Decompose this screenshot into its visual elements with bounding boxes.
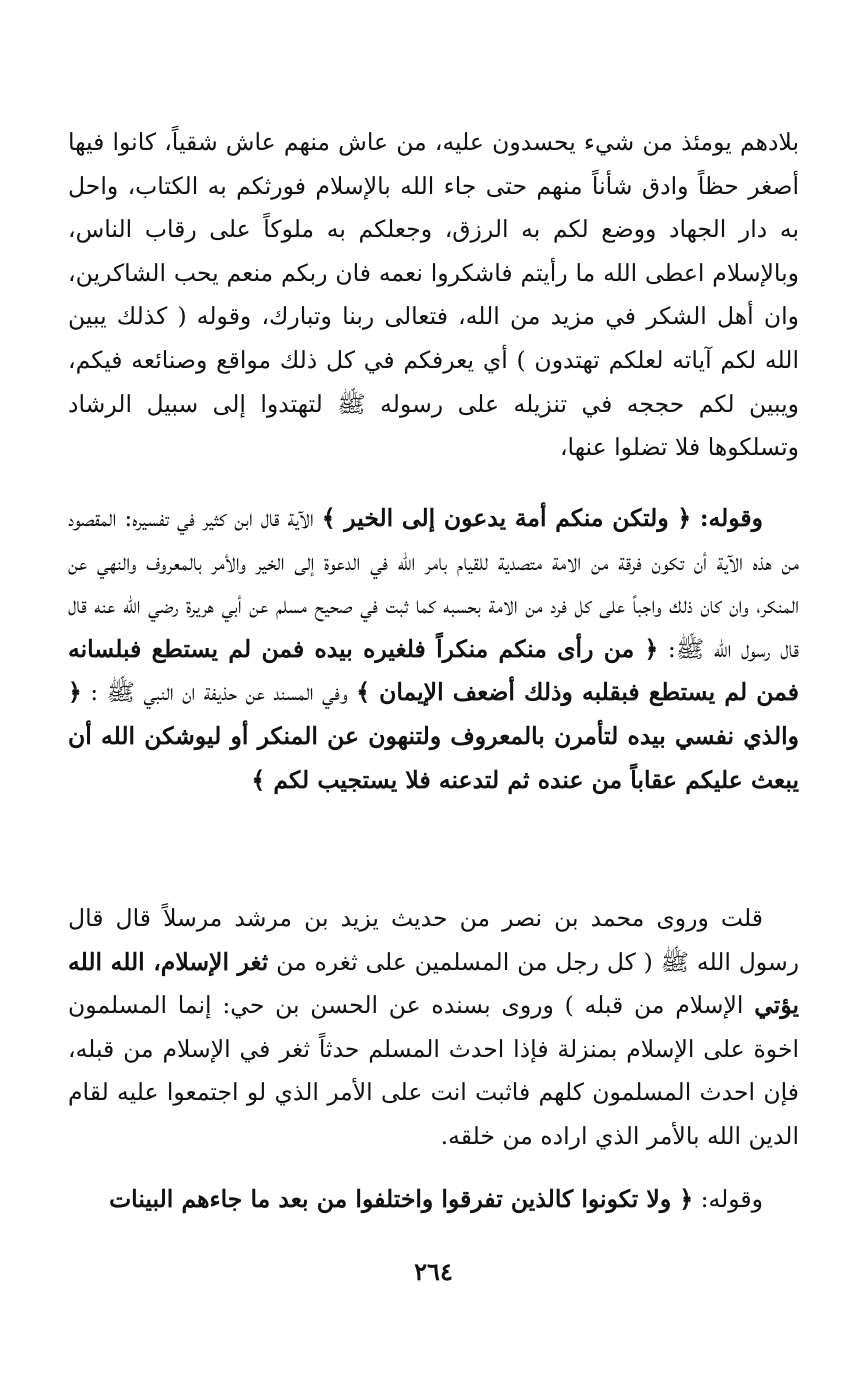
text-segment: الإسلام من قبله ) وروى بسنده عن الحسن بن حي: إنما المسلمون اخوة على الإسلام بمنزلة فإذا احدث المسلم حدثاً ثغر في الإسلام من قبله، فإن احدث المسلمون كلهم فاثبت انت على الأمر الذي لو اجتمعوا عليه لقام الدين الله بالأمر الذي اراده من خلقه. — [68, 991, 799, 1150]
text-segment: وقوله: — [693, 1185, 763, 1213]
text-segment: ثغر الإسلام، الله الله يؤتي — [68, 947, 799, 1020]
text-segment: قلت وروى محمد بن نصر من حديث يزيد بن مرشد مرسلاً قال قال رسول الله ﷺ ( كل رجل من المسلمين على ثغره من — [68, 904, 799, 976]
text-segment: ﴿ ولا تكونوا كالذين تفرقوا واختلفوا من بعد ما جاءهم البينات — [109, 1185, 694, 1213]
text-segment: ﴿ ولتكن منكم أمة يدعون إلى الخير ﴾ — [321, 504, 692, 532]
paragraph-2 — [68, 497, 799, 802]
paragraph-1 — [68, 121, 799, 470]
text-segment: ﴿ والذي نفسي بيده لتأمرن بالمعروف ولتنهون عن المنكر أو ليوشكن الله أن يبعث عليكم عقاباً من عنده ثم لتدعنه فلا يستجيب لكم ﴾ — [68, 678, 799, 794]
text-segment: ﴿ من رأى منكم منكراً فلغيره بيده فمن لم يستطع فبلسانه فمن لم يستطع فبقلبه وذلك أضعف الإيمان ﴾ — [68, 634, 799, 707]
paragraph-4 — [68, 1178, 799, 1222]
page-number: ٢٦٤ — [414, 1257, 453, 1286]
text-segment: وقوله: — [691, 504, 763, 532]
text-segment: الآية قال ابن كثير في تفسيره: المقصود من هذه الآية أن تكون فرقة من الامة متصدية للقيام بامر الله في الدعوة إلى الخير والأمر بالمعروف والنهي عن المنكر، وان كان ذلك واجباً على كل فرد من الامة بحسبه كما ثبت في صحيح مسلم عن أبي هريرة رضي الله عنه قال قال رسول الله ﷺ: — [68, 504, 800, 663]
paragraph-3 — [68, 897, 799, 1159]
text-segment: وفي المسند عن حذيفة ان النبي ﷺ : — [81, 678, 357, 707]
text-segment: بلادهم يومئذ من شيء يحسدون عليه، من عاش منهم عاش شقياً، كانوا فيها أصغر حظاً وادق شأناً منهم حتى جاء الله بالإسلام فورثكم به الكتاب، واحل به دار الجهاد ووضع لكم به الرزق، وجعلكم به ملوكاً على رقاب الناس، وبالإسلام اعطى الله ما رأيتم فاشكروا نعمه فان ربكم منعم يحب الشاكرين، وان أهل الشكر في مزيد من الله، فتعالى ربنا وتبارك، وقوله ( كذلك يبين الله لكم آياته لعلكم تهتدون ) أي يعرفكم في كل ذلك مواقع وصنائعه فيكم، ويبين لكم حججه في تنزيله على رسوله ﷺ لتهتدوا إلى سبيل الرشاد وتسلكوها فلا تضلوا عنها، — [68, 128, 799, 462]
